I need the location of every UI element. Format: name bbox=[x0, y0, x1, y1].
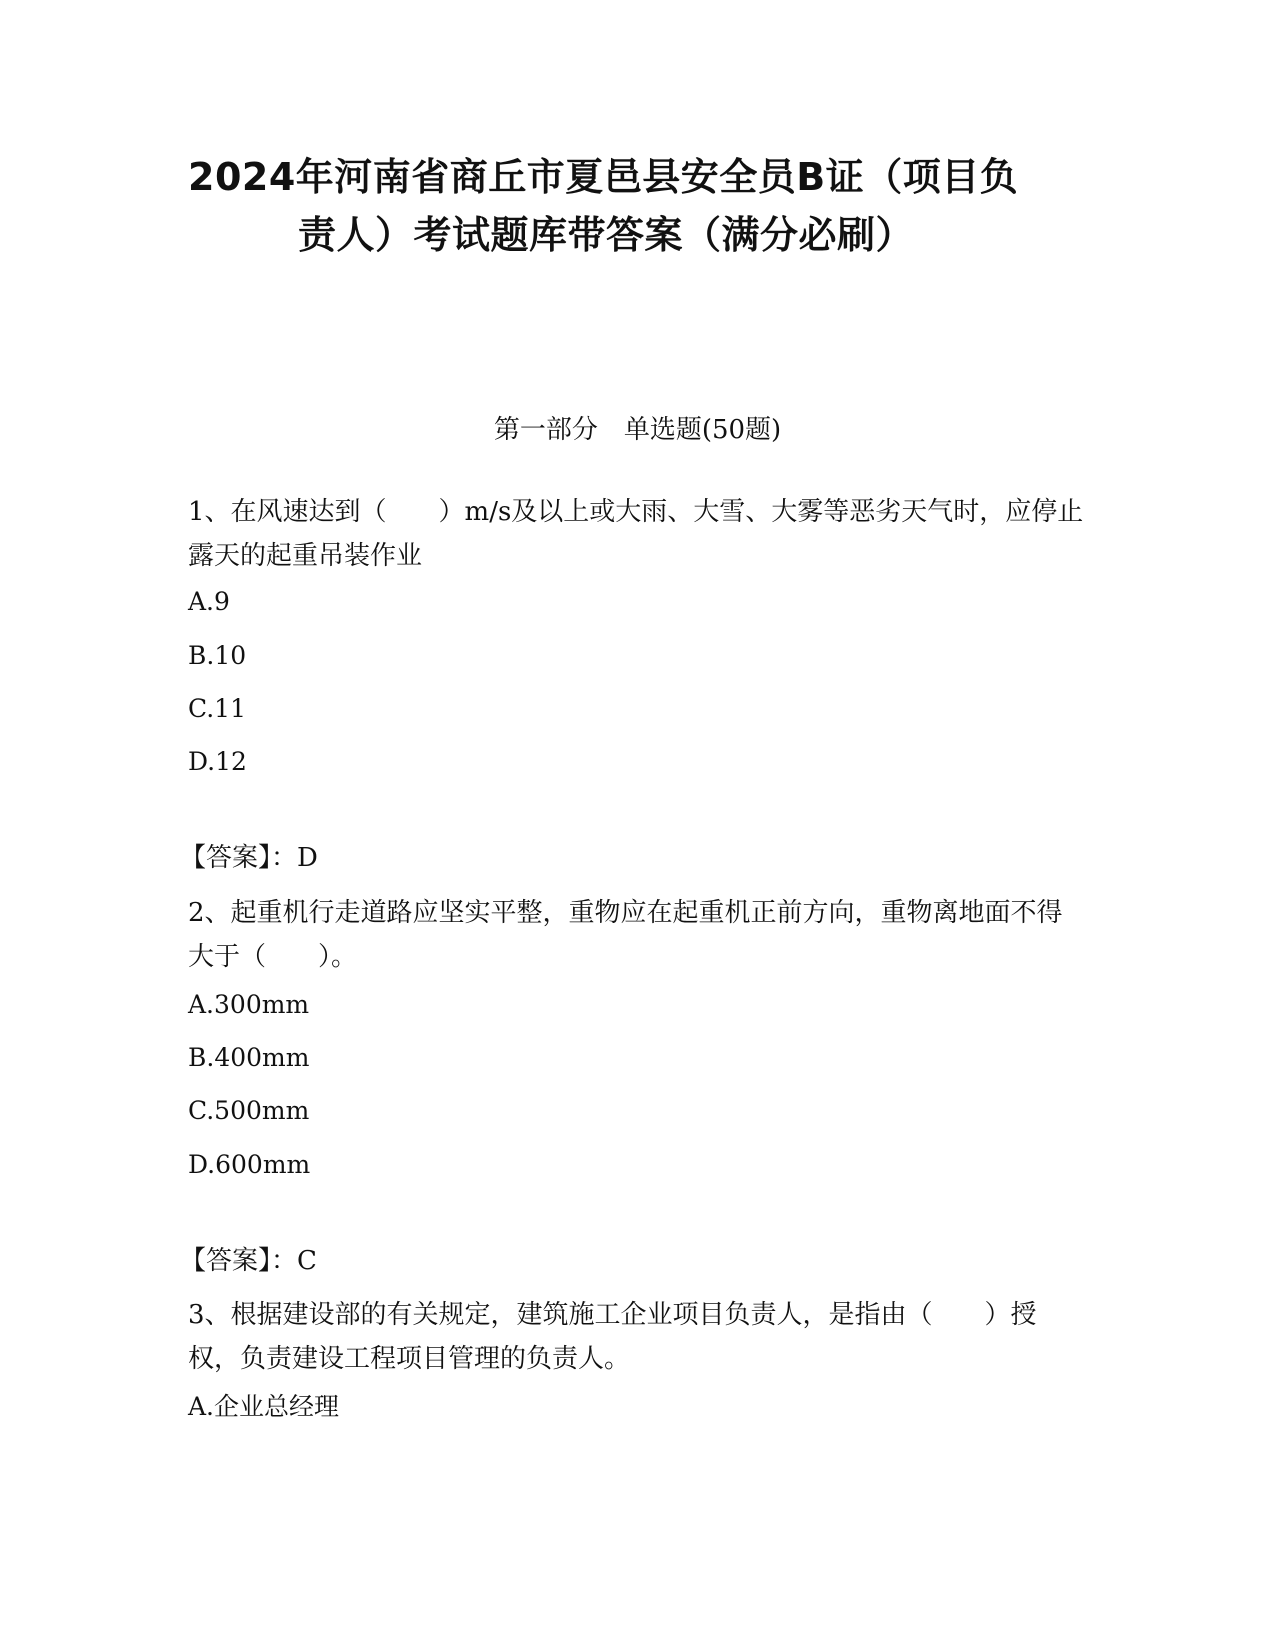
question-1 bbox=[180, 490, 1088, 873]
document-title bbox=[180, 148, 1080, 264]
option-b: B.400mm bbox=[188, 1043, 310, 1072]
option-b: B.10 bbox=[188, 641, 247, 670]
option-a: A.企业总经理 bbox=[188, 1392, 340, 1421]
question-stem: 2、起重机行走道路应坚实平整，重物应在起重机正前方向，重物离地面不得大于（ ）。 bbox=[188, 898, 1063, 972]
option-c: C.11 bbox=[188, 694, 246, 723]
option-a: A.300mm bbox=[188, 990, 310, 1019]
title-line-2: 责人）考试题库带答案（满分必刷） bbox=[298, 213, 915, 257]
option-d: D.12 bbox=[188, 747, 247, 776]
title-line-1: 2024年河南省商丘市夏邑县安全员B证（项目负 bbox=[188, 155, 1019, 199]
answer-line: 【答案】：D bbox=[180, 843, 318, 873]
section-heading: 第一部分 单选题(50题) bbox=[493, 415, 782, 445]
question-2 bbox=[180, 891, 1088, 1276]
answer-line: 【答案】：C bbox=[180, 1246, 317, 1276]
question-3 bbox=[188, 1293, 1088, 1421]
question-stem: 1、在风速达到（ ）m/s及以上或大雨、大雪、大雾等恶劣天气时，应停止露天的起重吊装作业 bbox=[188, 497, 1084, 571]
option-a: A.9 bbox=[188, 587, 230, 616]
option-c: C.500mm bbox=[188, 1096, 310, 1125]
option-d: D.600mm bbox=[188, 1150, 311, 1179]
question-stem: 3、根据建设部的有关规定，建筑施工企业项目负责人，是指由（ ）授权，负责建设工程项目管理的负责人。 bbox=[188, 1300, 1037, 1374]
